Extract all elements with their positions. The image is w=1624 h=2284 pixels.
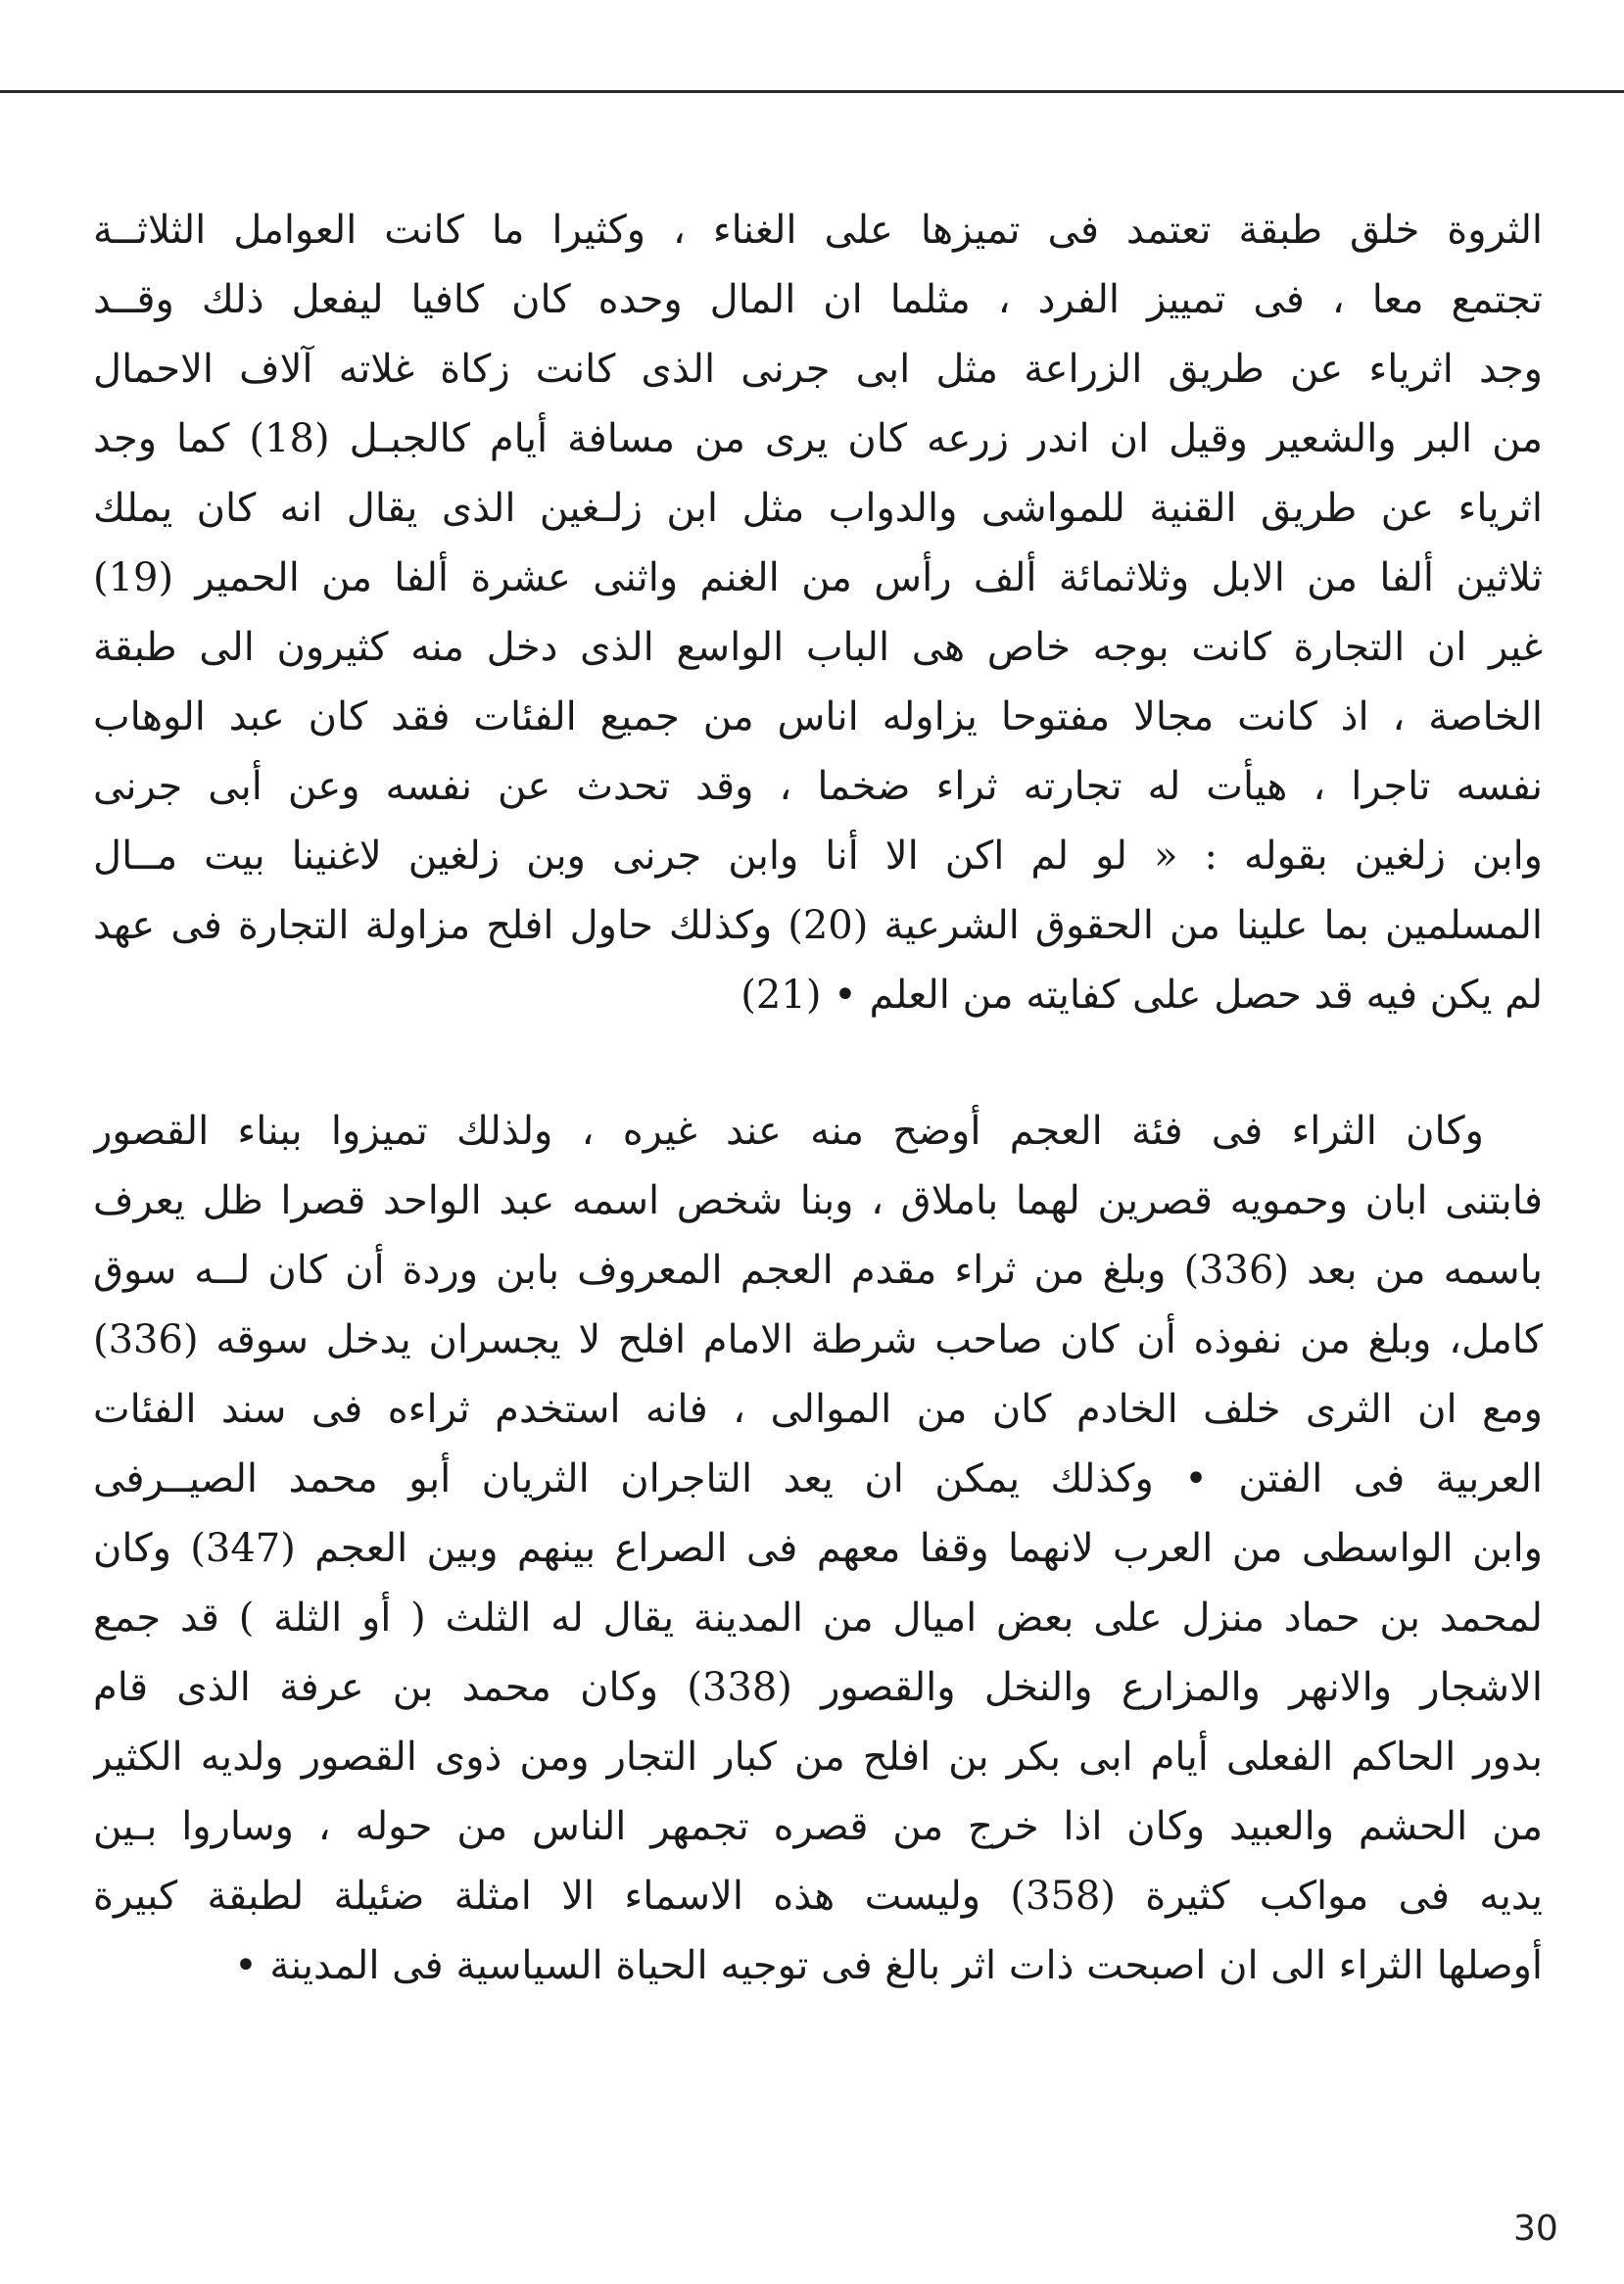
text-line: المسلمين بما علينا من الحقوق الشرعية (20) وكذلك حاول افلح مزاولة التجارة فى عهد: [93, 903, 1543, 948]
text-line: ومع ان الثرى خلف الخادم كان من الموالى ، فانه استخدم ثراءه فى سند الفئات: [93, 1387, 1543, 1432]
text-line: من البر والشعير وقيل ان اندر زرعه كان يرى من مسافة أيام كالجبـل (18) كما وجد: [93, 416, 1543, 461]
text-line: وابن زلغين بقوله : « لو لم اكن الا أنا وابن جرنى وبن زلغين لاغنينا بيت مــال: [93, 833, 1543, 879]
text-line: لمحمد بن حماد منزل على بعض اميال من المدينة يقال له الثلث ( أو الثلة ) قد جمع: [93, 1595, 1543, 1641]
text-line: من الحشم والعبيد وكان اذا خرج من قصره تجمهر الناس من حوله ، وساروا بـين: [93, 1804, 1543, 1849]
text-line: أوصلها الثراء الى ان اصبحت ذات اثر بالغ فى توجيه الحياة السياسية فى المدينة •: [234, 1943, 1543, 1988]
text-line: كامل، وبلغ من نفوذه أن كان صاحب شرطة الامام افلح لا يجسران يدخل سوقه (336): [93, 1317, 1543, 1362]
text-line: تجتمع معا ، فى تمييز الفرد ، مثلما ان المال وحده كان كافيا ليفعل ذلك وقــد: [93, 277, 1543, 322]
text-line: يديه فى مواكب كثيرة (358) وليست هذه الاسماء الا امثلة ضئيلة لطبقة كبيرة: [93, 1874, 1543, 1919]
paragraph-2: [93, 1097, 1543, 2001]
text-line: اثرياء عن طريق القنية للمواشى والدواب مثل ابن زلـغين الذى يقال انه كان يملك: [93, 486, 1543, 531]
header-rule: [0, 90, 1624, 93]
text-line: الاشجار والانهر والمزارع والنخل والقصور (338) وكان محمد بن عرفة الذى قام: [93, 1665, 1543, 1710]
paragraph-1: [93, 196, 1543, 1030]
text-line: ثلاثين ألفا من الابل وثلاثمائة ألف رأس من الغنم واثنى عشرة ألفا من الحمير (19): [93, 555, 1543, 600]
text-line: لم يكن فيه قد حصل على كفايته من العلم • (21): [740, 973, 1543, 1018]
text-line: باسمه من بعد (336) وبلغ من ثراء مقدم العجم المعروف بابن وردة أن كان لــه سوق: [93, 1248, 1543, 1293]
page-number: 30: [1513, 2209, 1558, 2249]
text-line: العربية فى الفتن • وكذلك يمكن ان يعد التاجران الثريان أبو محمد الصيــرفى: [93, 1456, 1543, 1501]
text-line: وجد اثرياء عن طريق الزراعة مثل ابى جرنى الذى كانت زكاة غلاته آلاف الاحمال: [93, 347, 1543, 392]
text-line: وابن الواسطى من العرب لانهما وقفا معهم فى الصراع بينهم وبين العجم (347) وكان: [93, 1526, 1543, 1571]
text-line: فابتنى ابان وحمويه قصرين لهما باملاق ، وبنا شخص اسمه عبد الواحد قصرا ظل يعرف: [93, 1178, 1543, 1223]
text-line: وكان الثراء فى فئة العجم أوضح منه عند غيره ، ولذلك تميزوا ببناء القصور: [93, 1109, 1484, 1154]
text-line: نفسه تاجرا ، هيأت له تجارته ثراء ضخما ، وقد تحدث عن نفسه وعن أبى جرنى: [93, 764, 1543, 809]
text-line: الخاصة ، اذ كانت مجالا مفتوحا يزاوله اناس من جميع الفئات فقد كان عبد الوهاب: [93, 694, 1543, 739]
text-line: الثروة خلق طبقة تعتمد فى تميزها على الغناء ، وكثيرا ما كانت العوامل الثلاثــة: [93, 208, 1543, 253]
text-line: غير ان التجارة كانت بوجه خاص هى الباب الواسع الذى دخل منه كثيرون الى طبقة: [93, 625, 1543, 670]
text-line: بدور الحاكم الفعلى أيام ابى بكر بن افلح من كبار التجار ومن ذوى القصور ولديه الكثير: [93, 1735, 1543, 1780]
